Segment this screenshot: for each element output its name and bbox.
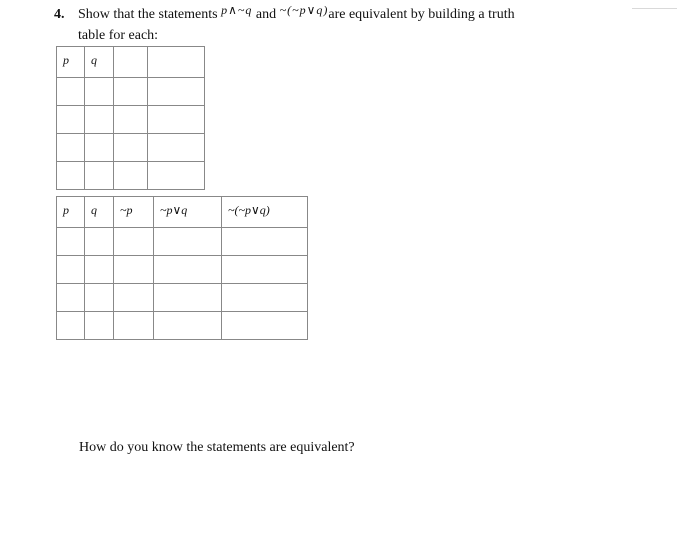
truth-table-1 (56, 46, 205, 190)
truth-table-2-header-row (57, 197, 308, 228)
truth-table-2-answer-cell[interactable] (85, 284, 114, 312)
truth-table-2-answer-cell[interactable] (154, 312, 222, 340)
problem-conjunction: and (255, 7, 277, 22)
truth-table-1-answer-cell[interactable] (57, 106, 85, 134)
truth-table-2-header-cell: ~p (114, 197, 154, 228)
truth-table-1-answer-cell[interactable] (114, 162, 148, 190)
truth-table-2-header-cell: p (57, 197, 85, 228)
problem-line-1 (54, 4, 674, 25)
truth-table-2-answer-cell[interactable] (222, 228, 308, 256)
truth-table-2-header-cell: q (85, 197, 114, 228)
truth-table-2 (56, 196, 308, 340)
truth-table-1-header-cell: q (85, 47, 114, 78)
truth-table-2-row (57, 256, 308, 284)
truth-table-2-row (57, 284, 308, 312)
truth-table-1-answer-cell[interactable] (57, 134, 85, 162)
truth-table-2-answer-cell[interactable] (114, 256, 154, 284)
truth-table-1-row (57, 162, 205, 190)
truth-table-2-answer-cell[interactable] (85, 256, 114, 284)
truth-table-1-header-cell: p (57, 47, 85, 78)
truth-table-1-header-cell (148, 47, 205, 78)
truth-table-1-row (57, 106, 205, 134)
truth-table-2-answer-cell[interactable] (85, 312, 114, 340)
truth-table-1-row (57, 78, 205, 106)
truth-table-1-answer-cell[interactable] (148, 106, 205, 134)
truth-table-1-header-row (57, 47, 205, 78)
statement-1: p∧~q (221, 3, 253, 17)
truth-table-2-answer-cell[interactable] (57, 284, 85, 312)
truth-table-1-answer-cell[interactable] (114, 106, 148, 134)
truth-table-2-header-cell: ~p∨q (154, 197, 222, 228)
truth-table-2-answer-cell[interactable] (154, 284, 222, 312)
follow-up-question: How do you know the statements are equivalent? (79, 440, 355, 455)
truth-table-2-row (57, 312, 308, 340)
truth-table-2-answer-cell[interactable] (154, 256, 222, 284)
problem-line-2: table for each: (78, 28, 159, 43)
truth-table-1-body (57, 47, 205, 190)
truth-table-2-answer-cell[interactable] (57, 312, 85, 340)
truth-table-2-header-cell: ~(~p∨q) (222, 197, 308, 228)
truth-table-1-answer-cell[interactable] (148, 162, 205, 190)
truth-table-2-answer-cell[interactable] (57, 256, 85, 284)
truth-table-2-answer-cell[interactable] (114, 228, 154, 256)
truth-table-1-answer-cell[interactable] (114, 134, 148, 162)
truth-table-1-answer-cell[interactable] (148, 78, 205, 106)
truth-table-1-answer-cell[interactable] (85, 78, 114, 106)
truth-table-2-answer-cell[interactable] (222, 256, 308, 284)
problem-statement (54, 4, 674, 46)
truth-table-2-answer-cell[interactable] (85, 228, 114, 256)
truth-table-1-answer-cell[interactable] (114, 78, 148, 106)
problem-number: 4. (54, 7, 65, 22)
truth-table-2-answer-cell[interactable] (114, 284, 154, 312)
truth-table-2-answer-cell[interactable] (114, 312, 154, 340)
truth-table-1-answer-cell[interactable] (57, 162, 85, 190)
truth-table-2-row (57, 228, 308, 256)
truth-table-2-answer-cell[interactable] (154, 228, 222, 256)
truth-table-1-header-cell (114, 47, 148, 78)
truth-table-2-answer-cell[interactable] (222, 312, 308, 340)
truth-table-2-body (57, 197, 308, 340)
truth-table-1-answer-cell[interactable] (148, 134, 205, 162)
truth-table-1-answer-cell[interactable] (85, 162, 114, 190)
truth-table-1-row (57, 134, 205, 162)
truth-table-1-answer-cell[interactable] (85, 134, 114, 162)
statement-2: ~(~p∨q) (279, 3, 329, 17)
truth-table-2-answer-cell[interactable] (222, 284, 308, 312)
truth-table-1-answer-cell[interactable] (57, 78, 85, 106)
truth-table-2-answer-cell[interactable] (57, 228, 85, 256)
truth-table-1-answer-cell[interactable] (85, 106, 114, 134)
problem-text-before: Show that the statements (78, 7, 218, 22)
problem-text-after: are equivalent by building a truth (328, 7, 515, 22)
